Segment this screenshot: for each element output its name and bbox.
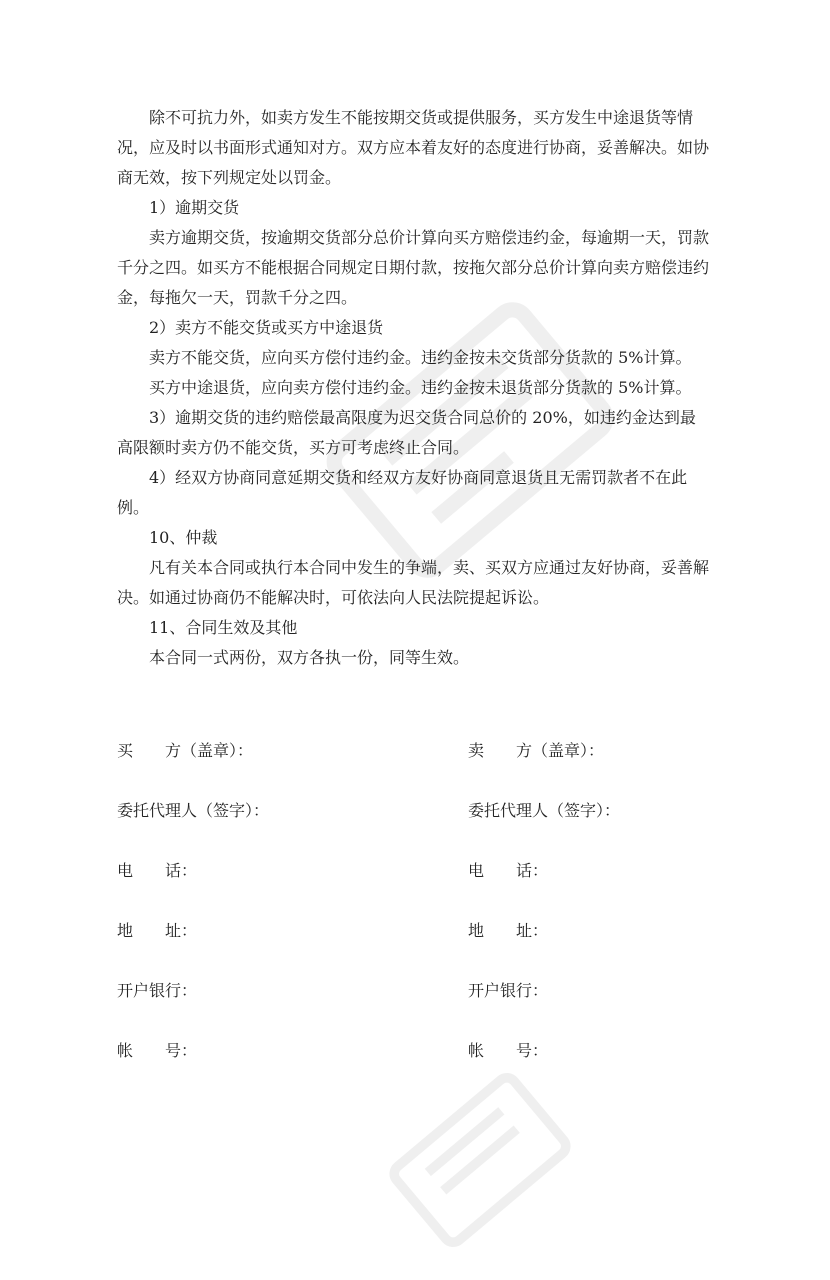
buyer-agent-label: 委托代理人（签字）：: [117, 801, 270, 820]
signature-row: [117, 918, 717, 978]
buyer-bank-label: 开户银行：: [117, 981, 198, 1000]
paragraph: 卖方不能交货，应向买方偿付违约金。违约金按未交货部分货款的 5%计算。: [149, 348, 692, 367]
paragraph: 除不可抗力外，如卖方发生不能按期交货或提供服务，买方发生中途退货等情况，应及时以书面形式通知对方。双方应本着友好的态度进行协商，妥善解决。如协商无效，按下列规定处以罚金。: [117, 108, 710, 187]
signature-row: [117, 1038, 717, 1098]
section-heading: 11、合同生效及其他: [149, 618, 298, 637]
signature-row: [117, 858, 717, 918]
section-heading: 10、仲裁: [149, 528, 218, 547]
paragraph: 买方中途退货，应向卖方偿付违约金。违约金按未退货部分货款的 5%计算。: [149, 378, 692, 397]
seller-bank-label: 开户银行：: [468, 981, 549, 1000]
paragraph: 2）卖方不能交货或买方中途退货: [149, 318, 384, 337]
buyer-address-label: 地 址：: [117, 921, 198, 940]
signature-row: [117, 798, 717, 858]
seller-agent-label: 委托代理人（签字）：: [468, 801, 621, 820]
seller-phone-label: 电 话：: [468, 861, 549, 880]
paragraph: 凡有关本合同或执行本合同中发生的争端，卖、买双方应通过友好协商，妥善解决。如通过协商仍不能解决时，可依法向人民法院提起诉讼。: [117, 558, 710, 607]
signature-row: [117, 738, 717, 798]
signature-row: [117, 978, 717, 1038]
paragraph: 卖方逾期交货，按逾期交货部分总价计算向买方赔偿违约金，每逾期一天，罚款千分之四。如买方不能根据合同规定日期付款，按拖欠部分总价计算向卖方赔偿违约金，每拖欠一天，罚款千分之四。: [117, 228, 710, 307]
paragraph: 1）逾期交货: [149, 198, 240, 217]
paragraph: 3）逾期交货的违约赔偿最高限度为迟交货合同总价的 20%，如违约金达到最高限额时卖方仍不能交货，买方可考虑终止合同。: [117, 408, 696, 457]
contract-body: [117, 103, 711, 673]
buyer-phone-label: 电 话：: [117, 861, 198, 880]
seller-address-label: 地 址：: [468, 921, 549, 940]
buyer-seal-label: 买 方（盖章）：: [117, 741, 254, 760]
seller-seal-label: 卖 方（盖章）：: [468, 741, 605, 760]
paragraph: 本合同一式两份，双方各执一份，同等生效。: [149, 648, 470, 667]
paragraph: 4）经双方协商同意延期交货和经双方友好协商同意退货且无需罚款者不在此例。: [117, 468, 688, 517]
signature-block: [117, 738, 717, 1098]
seller-account-label: 帐 号：: [468, 1041, 549, 1060]
buyer-account-label: 帐 号：: [117, 1041, 198, 1060]
